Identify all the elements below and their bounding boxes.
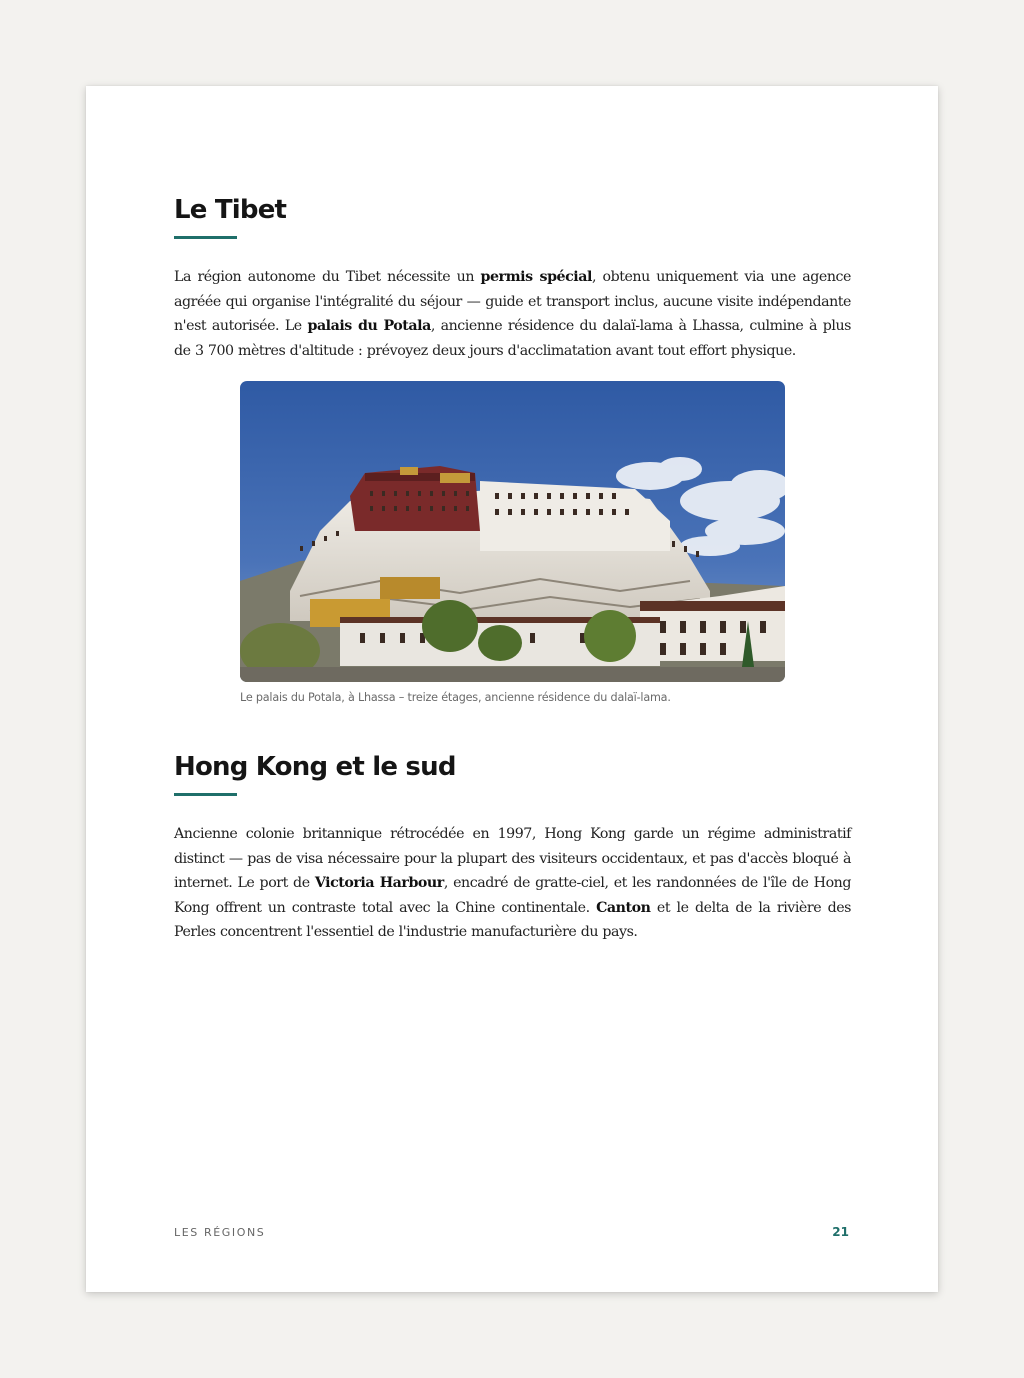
text-run: , ancienne résidence du dalaï-lama à Lhassa, culmine à plus de 3 700 mètres d'altitude : prévoyez deux jours d'acclimatation avant tout effort physique. <box>174 318 851 359</box>
text-run: Ancienne colonie britannique rétrocédée en 1997, Hong Kong garde un régime administratif distinct — pas de visa nécessaire pour la plupart des visiteurs occidentaux, et pas d'accès bloqué à internet. Le port de <box>174 826 851 891</box>
potala-palace-photo <box>240 381 785 682</box>
bold-phrase: permis spécial <box>480 269 592 285</box>
text-run: , obtenu uniquement via une agence agréée qui organise l'intégralité du séjour — guide et transport inclus, aucune visite indépendante n'est autorisée. Le <box>174 269 851 334</box>
heading-underline <box>174 793 237 796</box>
page-number: 21 <box>832 1225 849 1239</box>
figure-potala <box>240 381 785 704</box>
section-heading-tibet: Le Tibet <box>174 195 287 225</box>
bold-phrase: Canton <box>596 899 651 916</box>
bold-phrase: Victoria Harbour <box>314 875 444 891</box>
text-run: La région autonome du Tibet nécessite un <box>174 269 481 285</box>
bold-phrase: palais du Potala <box>307 318 431 334</box>
section-tibet <box>174 194 851 363</box>
figure-caption: Le palais du Potala, à Lhassa – treize étages, ancienne résidence du dalaï-lama. <box>240 691 671 704</box>
section-paragraph-hong-kong <box>174 822 851 945</box>
section-hong-kong <box>174 751 851 945</box>
section-paragraph-tibet <box>174 265 851 363</box>
running-footer-section: LES RÉGIONS <box>174 1226 266 1239</box>
document-page <box>86 86 938 1292</box>
text-run: , encadré de gratte-ciel, et les randonnées de l'île de Hong Kong offrent un contraste total avec la Chine continentale. <box>174 875 851 916</box>
heading-underline <box>174 236 237 239</box>
text-run: et le delta de la rivière des Perles concentrent l'essentiel de l'industrie manufacturière du pays. <box>174 899 851 940</box>
section-heading-hong-kong: Hong Kong et le sud <box>174 752 456 782</box>
